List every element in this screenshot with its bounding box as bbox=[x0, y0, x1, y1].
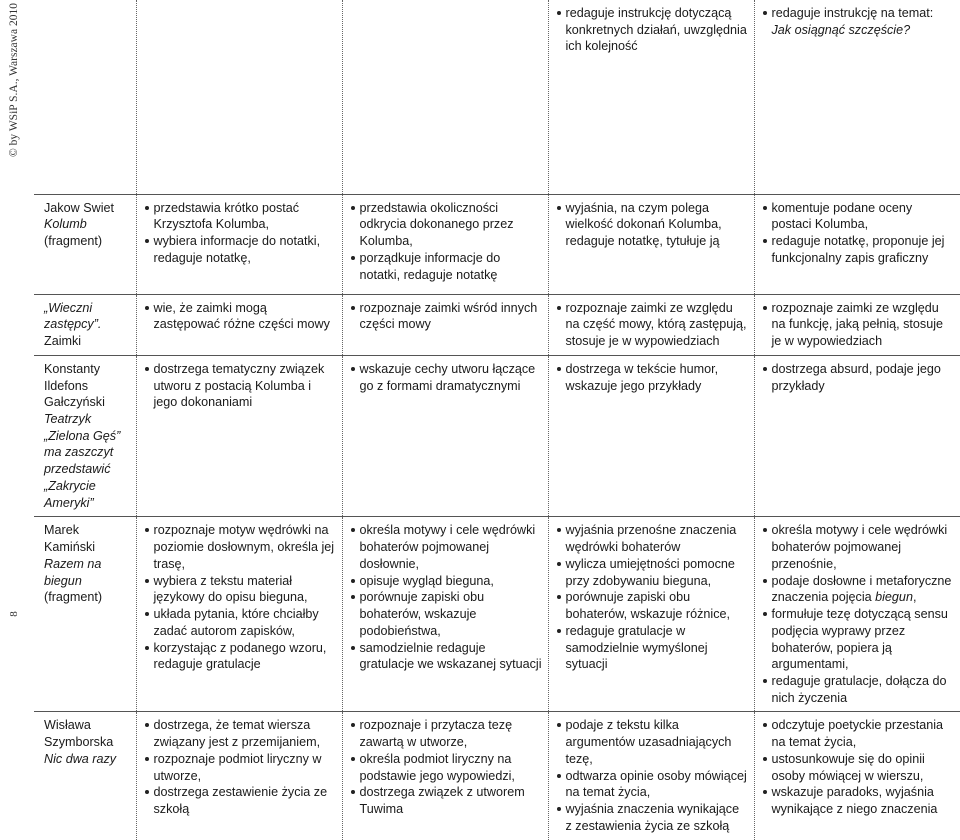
requirement-list bbox=[351, 300, 542, 333]
requirement-cell bbox=[754, 294, 960, 355]
work-title: Kolumb bbox=[44, 217, 87, 232]
table-row bbox=[34, 0, 960, 194]
requirement-item: dostrzega w tekście humor, wskazuje jego przykłady bbox=[557, 361, 748, 394]
requirement-item: wyjaśnia przenośne znaczenia wędrówki bohaterów bbox=[557, 522, 748, 555]
requirement-item: dostrzega absurd, podaje jego przykłady bbox=[763, 361, 955, 394]
requirement-item: podaje z tekstu kilka argumentów uzasadniających tezę, bbox=[557, 717, 748, 767]
requirement-list bbox=[763, 361, 955, 394]
work-title: Nic dwa razy bbox=[44, 751, 117, 766]
requirement-item: odczytuje poetyckie przestania na temat życia, bbox=[763, 717, 955, 750]
requirement-item: dostrzega związek z utworem Tuwima bbox=[351, 784, 542, 817]
table-row bbox=[34, 294, 960, 355]
requirement-list bbox=[763, 300, 955, 350]
requirement-list bbox=[763, 717, 955, 817]
requirement-list bbox=[145, 361, 336, 411]
table-body bbox=[34, 0, 960, 840]
work-cell bbox=[34, 0, 136, 194]
requirement-item: rozpoznaje zaimki ze względu na część mowy, którą zastępują, stosuje je w wypowiedziach bbox=[557, 300, 748, 350]
requirement-list bbox=[557, 300, 748, 350]
requirement-list bbox=[351, 717, 542, 817]
requirement-cell bbox=[548, 0, 754, 194]
requirement-item: podaje dosłowne i metaforyczne znaczenia pojęcia biegun, bbox=[763, 573, 955, 606]
requirement-item: układa pytania, które chciałby zadać autorom zapisków, bbox=[145, 606, 336, 639]
requirement-item: wylicza umiejętności pomocne przy zdobywaniu bieguna, bbox=[557, 556, 748, 589]
requirement-cell bbox=[136, 294, 342, 355]
work-author: Marek Kamiński bbox=[44, 523, 96, 555]
work-title: Teatrzyk „Zielona Gęś” ma zaszczyt przedstawić „Zakrycie Ameryki” bbox=[44, 411, 121, 510]
requirement-item: wyjaśnia, na czym polega wielkość dokonań Kolumba, redaguje notatkę, tytułuje ją bbox=[557, 200, 748, 250]
copyright-text: © by WSiP S.A., Warszawa 2010 bbox=[8, 3, 20, 157]
requirement-cell bbox=[136, 0, 342, 194]
work-author: Wisława Szymborska bbox=[44, 718, 114, 750]
work-cell bbox=[34, 517, 136, 712]
requirement-item: określa podmiot liryczny na podstawie jego wypowiedzi, bbox=[351, 751, 542, 784]
requirement-cell bbox=[342, 194, 548, 294]
requirement-item: korzystając z podanego wzoru, redaguje gratulacje bbox=[145, 640, 336, 673]
work-cell bbox=[34, 355, 136, 517]
requirement-item: redaguje instrukcję dotyczącą konkretnych działań, uwzględnia ich kolejność bbox=[557, 5, 748, 55]
curriculum-requirements-table bbox=[34, 0, 960, 840]
requirement-list bbox=[763, 522, 955, 706]
table-row bbox=[34, 517, 960, 712]
requirement-cell bbox=[548, 355, 754, 517]
requirement-list bbox=[763, 200, 955, 267]
requirement-item: wie, że zaimki mogą zastępować różne części mowy bbox=[145, 300, 336, 333]
requirement-item: porównuje zapiski obu bohaterów, wskazuje różnice, bbox=[557, 589, 748, 622]
requirement-list bbox=[351, 361, 542, 394]
copyright-note bbox=[0, 0, 28, 160]
requirement-cell bbox=[548, 712, 754, 840]
work-title: Razem na biegun bbox=[44, 556, 102, 588]
requirement-list bbox=[557, 5, 748, 55]
requirement-list bbox=[557, 717, 748, 834]
requirement-list bbox=[557, 361, 748, 394]
requirement-cell bbox=[548, 517, 754, 712]
table-row bbox=[34, 712, 960, 840]
work-note: (fragment) bbox=[44, 590, 103, 605]
work-title: „Wieczni zastępcy”. bbox=[44, 300, 102, 332]
page-number bbox=[0, 600, 28, 627]
requirement-item: wyjaśnia znaczenia wynikające z zestawienia życia ze szkołą bbox=[557, 801, 748, 834]
requirement-list bbox=[145, 200, 336, 267]
requirement-item: rozpoznaje i przytacza tezę zawartą w utworze, bbox=[351, 717, 542, 750]
requirement-cell bbox=[342, 355, 548, 517]
requirement-item: rozpoznaje motyw wędrówki na poziomie dosłownym, określa jej trasę, bbox=[145, 522, 336, 572]
requirement-list bbox=[145, 717, 336, 817]
requirement-cell bbox=[136, 355, 342, 517]
requirement-item: redaguje gratulacje, dołącza do nich życzenia bbox=[763, 673, 955, 706]
requirement-item: redaguje gratulacje w samodzielnie wymyślonej sytuacji bbox=[557, 623, 748, 673]
requirement-item: redaguje notatkę, proponuje jej funkcjonalny zapis graficzny bbox=[763, 233, 955, 266]
requirement-item: porządkuje informacje do notatki, redaguje notatkę bbox=[351, 250, 542, 283]
requirement-item: wybiera informacje do notatki, redaguje notatkę, bbox=[145, 233, 336, 266]
requirement-cell bbox=[754, 355, 960, 517]
requirement-list bbox=[351, 522, 542, 673]
requirement-item: redaguje instrukcję na temat: Jak osiągnąć szczęście? bbox=[763, 5, 954, 38]
requirement-item: przedstawia krótko postać Krzysztofa Kolumba, bbox=[145, 200, 336, 233]
requirement-item: określa motywy i cele wędrówki bohaterów pojmowanej przenośnie, bbox=[763, 522, 955, 572]
requirement-cell bbox=[754, 517, 960, 712]
requirement-item: odtwarza opinie osoby mówiącej na temat życia, bbox=[557, 768, 748, 801]
work-author: Konstanty Ildefons Gałczyński bbox=[44, 361, 105, 410]
requirement-item: przedstawia okoliczności odkrycia dokonanego przez Kolumba, bbox=[351, 200, 542, 250]
requirement-item: dostrzega, że temat wiersza związany jest z przemijaniem, bbox=[145, 717, 336, 750]
work-cell bbox=[34, 712, 136, 840]
table-row bbox=[34, 355, 960, 517]
requirement-cell bbox=[754, 0, 960, 194]
requirement-item: rozpoznaje zaimki ze względu na funkcję, jaką pełnią, stosuje je w wypowiedziach bbox=[763, 300, 955, 350]
requirement-cell bbox=[136, 194, 342, 294]
requirement-item: komentuje podane oceny postaci Kolumba, bbox=[763, 200, 955, 233]
requirement-item: wskazuje paradoks, wyjaśnia wynikające z niego znaczenia bbox=[763, 784, 955, 817]
requirement-item: ustosunkowuje się do opinii osoby mówiącej w wierszu, bbox=[763, 751, 955, 784]
requirement-cell bbox=[342, 294, 548, 355]
requirement-item: formułuje tezę dotyczącą sensu podjęcia wyprawy przez bohaterów, popiera ją argumentami, bbox=[763, 606, 955, 673]
work-note: (fragment) bbox=[44, 234, 103, 249]
requirement-item: rozpoznaje podmiot liryczny w utworze, bbox=[145, 751, 336, 784]
requirement-cell bbox=[548, 194, 754, 294]
work-note: Zaimki bbox=[44, 334, 82, 349]
requirement-cell bbox=[754, 194, 960, 294]
requirement-item: określa motywy i cele wędrówki bohaterów pojmowanej dosłownie, bbox=[351, 522, 542, 572]
requirement-list bbox=[557, 522, 748, 673]
requirement-cell bbox=[136, 712, 342, 840]
table-row bbox=[34, 194, 960, 294]
requirement-list bbox=[763, 5, 954, 38]
requirement-cell bbox=[548, 294, 754, 355]
requirement-list bbox=[557, 200, 748, 250]
requirement-list bbox=[145, 300, 336, 333]
work-cell bbox=[34, 194, 136, 294]
work-cell bbox=[34, 294, 136, 355]
requirement-list bbox=[351, 200, 542, 284]
requirement-item: samodzielnie redaguje gratulacje we wskazanej sytuacji bbox=[351, 640, 542, 673]
requirement-cell bbox=[342, 712, 548, 840]
requirement-item: porównuje zapiski obu bohaterów, wskazuje podobieństwa, bbox=[351, 589, 542, 639]
requirement-item: dostrzega tematyczny związek utworu z postacią Kolumba i jego dokonaniami bbox=[145, 361, 336, 411]
requirement-item: opisuje wygląd bieguna, bbox=[351, 573, 542, 590]
requirement-list bbox=[145, 522, 336, 673]
page-number-text: 8 bbox=[8, 610, 20, 617]
requirement-item: dostrzega zestawienie życia ze szkołą bbox=[145, 784, 336, 817]
requirement-cell bbox=[342, 0, 548, 194]
requirement-cell bbox=[754, 712, 960, 840]
requirement-item: rozpoznaje zaimki wśród innych części mowy bbox=[351, 300, 542, 333]
requirement-item: wskazuje cechy utworu łączące go z formami dramatycznymi bbox=[351, 361, 542, 394]
work-author: Jakow Swiet bbox=[44, 200, 114, 215]
requirement-cell bbox=[136, 517, 342, 712]
requirement-item: wybiera z tekstu materiał językowy do opisu bieguna, bbox=[145, 573, 336, 606]
requirement-cell bbox=[342, 517, 548, 712]
